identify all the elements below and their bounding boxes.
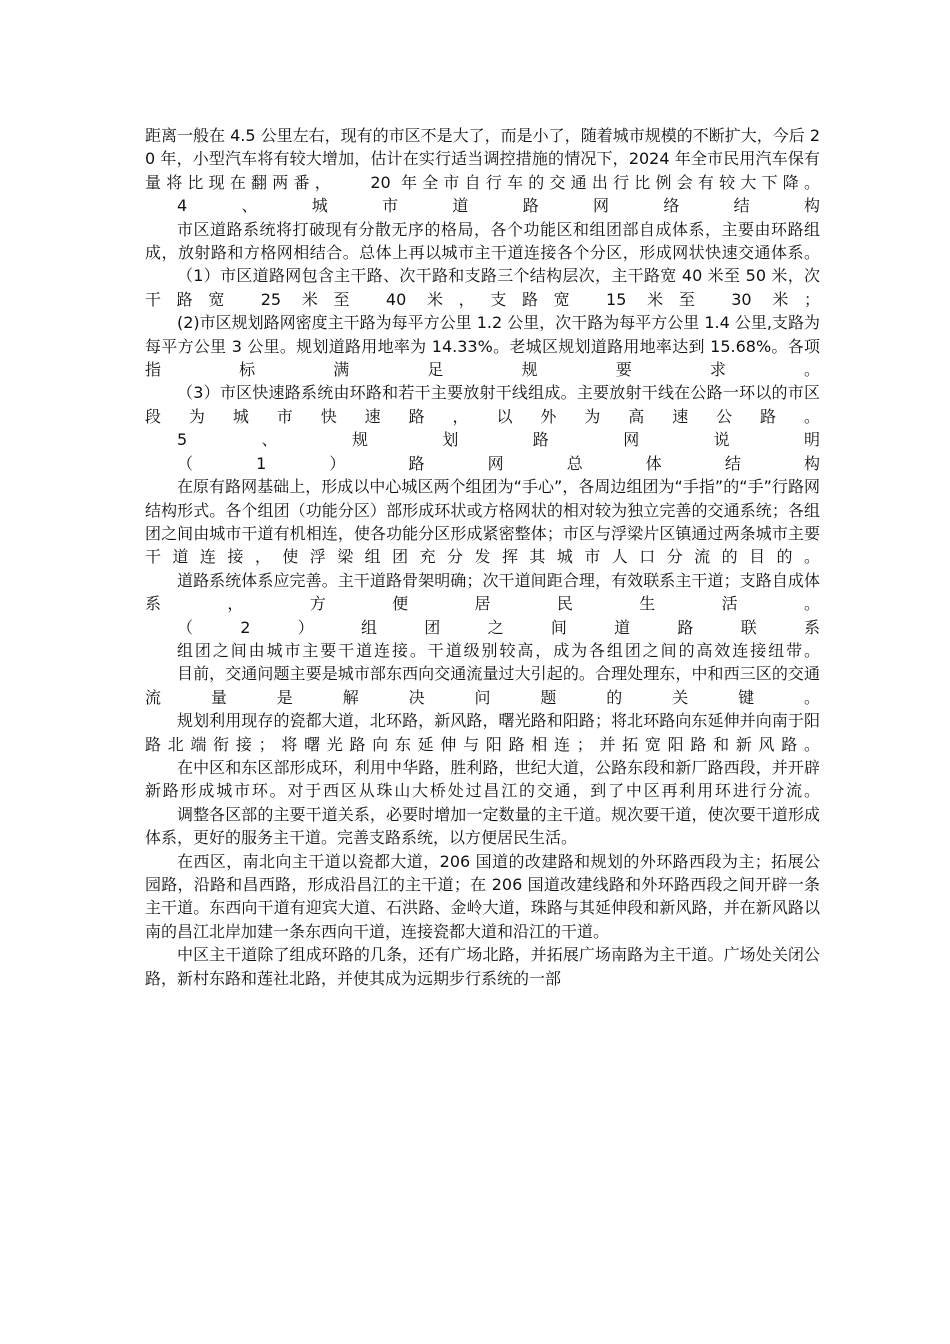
section-heading-4: 4、城市道路网络结构 (177, 196, 820, 216)
paragraph-13: 在西区，南北向主干道以瓷都大道，206 国道的改建路和规划的外环路西段为主；拓展公园路，沿路和昌西路，形成沿昌江的主干道；在 206 国道改建线路和外环路西段之间开辟一条主干道。东西向干道有迎宾大道、石洪路、金岭大道，珠路与其延伸段和新风路，并在新风路以南的昌江北岸加建一条东西向干道，连接瓷都大道和沿江的干道。 (145, 851, 820, 941)
paragraph-3: （1）市区道路网包含主干路、次干路和支路三个结构层次，主干路宽 40 米至 50 米，次干路宽 25 米至 40 米，支路宽 15 米至 30 米； (145, 266, 820, 309)
subheading-1: （1）路网总体结构 (177, 453, 820, 473)
paragraph-14: 中区主干道除了组成环路的几条，还有广场北路，并拓展广场南路为主干道。广场处关闭公路，新村东路和莲社北路，并使其成为远期步行系统的一部 (145, 945, 820, 988)
paragraph-10: 规划利用现存的瓷都大道，北环路，新风路，曙光路和阳路；将北环路向东延伸并向南于阳路北端衔接；将曙光路向东延伸与阳路相连；并拓宽阳路和新风路。 (145, 711, 820, 754)
section-heading-5: 5、规划路网说明 (177, 430, 820, 450)
paragraph-7: 道路系统体系应完善。主干道路骨架明确；次干道间距合理，有效联系主干道；支路自成体系，方便居民生活。 (145, 570, 820, 614)
paragraph-12: 调整各区部的主要干道关系，必要时增加一定数量的主干道。规次要干道，使次要干道形成体系，更好的服务主干道。完善支路系统，以方便居民生活。 (145, 804, 820, 848)
paragraph-9: 目前，交通问题主要是城市部东西向交通流量过大引起的。合理处理东，中和西三区的交通流量是解决问题的关键。 (145, 664, 820, 707)
paragraph-5: （3）市区快速路系统由环路和若干主要放射干线组成。主要放射干线在公路一环以的市区段为城市快速路，以外为高速公路。 (145, 383, 820, 426)
paragraph-8: 组团之间由城市主要干道连接。干道级别较高，成为各组团之间的高效连接纽带。 (177, 640, 820, 660)
paragraph-2: 市区道路系统将打破现有分散无序的格局，各个功能区和组团部自成体系，主要由环路组成，放射路和方格网相结合。总体上再以城市主干道连接各个分区，形成网状快速交通体系。 (145, 219, 820, 263)
paragraph-4: (2)市区规划路网密度主干路为每平方公里 1.2 公里，次干路为每平方公里 1.4 公里,支路为每平方公里 3 公里。规划道路用地率为 14.33%。老城区规划道路用地率达到 15.68%。各项指标满足规要求。 (145, 313, 820, 380)
document-page (145, 124, 820, 990)
paragraph-1: 距离一般在 4.5 公里左右，现有的市区不是大了，而是小了，随着城市规模的不断扩大，今后 20 年，小型汽车将有较大增加，估计在实行适当调控措施的情况下，2024 年全市民用汽车保有量将比现在翻两番， 20 年全市自行车的交通出行比例会有较大下降。 (145, 126, 820, 192)
paragraph-6: 在原有路网基础上，形成以中心城区两个组团为“手心”，各周边组团为“手指”的“手”行路网结构形式。各个组团（功能分区）部形成环状或方格网状的相对较为独立完善的交通系统；各组团之间由城市干道有机相连，使各功能分区形成紧密整体；市区与浮梁片区镇通过两条城市主要干道连接，使浮梁组团充分发挥其城市人口分流的目的。 (145, 477, 820, 567)
subheading-2: （2）组团之间道路联系 (177, 617, 820, 637)
paragraph-11: 在中区和东区部形成环，利用中华路，胜利路，世纪大道，公路东段和新厂路西段，并开辟新路形成城市环。对于西区从珠山大桥处过昌江的交通，到了中区再利用环进行分流。 (145, 757, 820, 801)
